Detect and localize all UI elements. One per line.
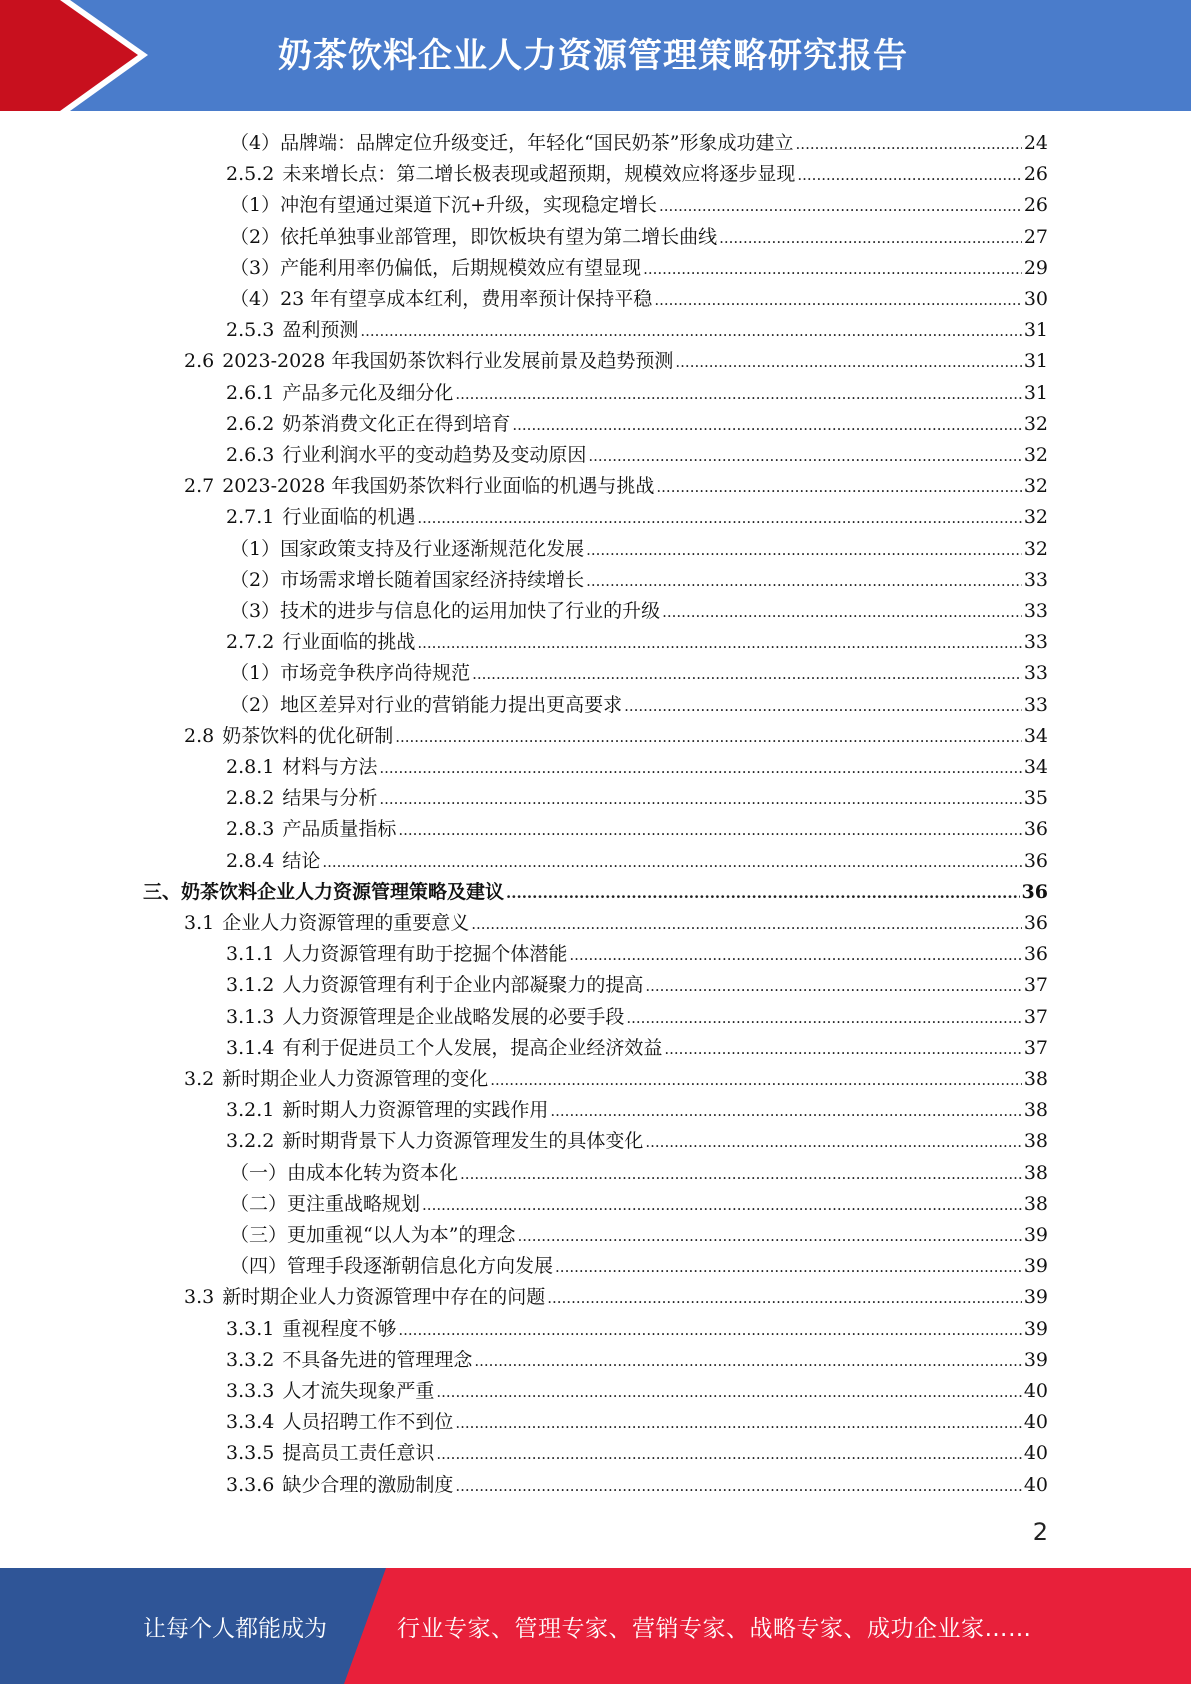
- toc-entry-number: （一）: [230, 1162, 288, 1184]
- toc-entry-number: 3.3.2: [226, 1349, 275, 1371]
- toc-entry[interactable]: [226, 1407, 1048, 1438]
- toc-entry-page: 38: [1023, 1193, 1048, 1215]
- toc-leader-dots: [656, 471, 1021, 502]
- toc-entry-number: （1）: [230, 662, 281, 684]
- toc-entry-page: 31: [1023, 350, 1048, 372]
- toc-entry-number: （2）: [230, 694, 281, 716]
- toc-entry-page: 36: [1023, 850, 1048, 872]
- toc-entry[interactable]: [226, 1095, 1048, 1126]
- toc-leader-dots: [322, 846, 1021, 877]
- toc-entry-page: 38: [1023, 1162, 1048, 1184]
- toc-entry-title: 行业面临的机遇: [282, 506, 416, 528]
- toc-entry-page: 37: [1023, 974, 1048, 996]
- toc-entry-title: 市场竞争秩序尚待规范: [280, 662, 471, 684]
- toc-leader-dots: [569, 939, 1021, 970]
- toc-entry-page: 24: [1023, 132, 1048, 154]
- toc-leader-dots: [436, 1376, 1021, 1407]
- toc-leader-dots: [379, 752, 1021, 783]
- toc-entry-number: （四）: [230, 1255, 288, 1277]
- toc-entry-title: 奶茶饮料的优化研制: [222, 725, 394, 747]
- toc-entry-title: 有利于促进员工个人发展，提高企业经济效益: [282, 1037, 663, 1059]
- toc-entry[interactable]: [226, 814, 1048, 845]
- toc-entry-number: 2.6: [184, 350, 215, 372]
- toc-leader-dots: [659, 190, 1022, 221]
- toc-entry-page: 31: [1023, 382, 1048, 404]
- toc-entry[interactable]: [226, 1376, 1048, 1407]
- toc-entry[interactable]: [226, 378, 1048, 409]
- toc-entry[interactable]: [226, 970, 1048, 1001]
- toc-entry-title: 人力资源管理有助于挖掘个体潜能: [282, 943, 568, 965]
- toc-leader-dots: [654, 284, 1022, 315]
- toc-entry-number: （4）: [230, 288, 281, 310]
- toc-leader-dots: [471, 908, 1022, 939]
- toc-entry-number: 3.1: [184, 912, 215, 934]
- toc-entry-page: 36: [1023, 912, 1048, 934]
- toc-leader-dots: [645, 1126, 1021, 1157]
- toc-entry-title: 提高员工责任意识: [282, 1442, 435, 1464]
- toc-entry[interactable]: [230, 1158, 1048, 1189]
- toc-entry-number: （三）: [230, 1224, 288, 1246]
- toc-entry-page: 33: [1023, 694, 1048, 716]
- toc-entry-title: 新时期企业人力资源管理中存在的问题: [222, 1286, 546, 1308]
- toc-entry-page: 31: [1023, 319, 1048, 341]
- toc-entry[interactable]: [230, 128, 1048, 159]
- toc-entry[interactable]: [184, 346, 1048, 377]
- toc-leader-dots: [643, 253, 1022, 284]
- footer-slogan-left: 让每个人都能成为: [143, 1616, 327, 1642]
- toc-leader-dots: [626, 1002, 1021, 1033]
- toc-entry-number: 3.3.5: [226, 1442, 275, 1464]
- toc-leader-dots: [555, 1251, 1022, 1282]
- toc-entry[interactable]: [230, 596, 1048, 627]
- toc-entry-number: 2.6.1: [226, 382, 275, 404]
- toc-leader-dots: [455, 378, 1021, 409]
- toc-entry-page: 39: [1023, 1224, 1048, 1246]
- toc-entry-title: 品牌端：品牌定位升级变迁，年轻化“国民奶茶”形象成功建立: [280, 132, 794, 154]
- toc-entry-number: 3.1.3: [226, 1006, 275, 1028]
- toc-entry-page: 35: [1023, 787, 1048, 809]
- toc-entry-page: 33: [1023, 600, 1048, 622]
- toc-leader-dots: [398, 814, 1021, 845]
- toc-entry-title: 新时期企业人力资源管理的变化: [222, 1068, 489, 1090]
- toc-entry-page: 40: [1023, 1411, 1048, 1433]
- toc-entry[interactable]: [184, 1064, 1048, 1095]
- toc-entry[interactable]: [184, 1282, 1048, 1313]
- toc-entry-title: 奶茶消费文化正在得到培育: [282, 413, 511, 435]
- toc-entry[interactable]: [226, 409, 1048, 440]
- toc-entry-number: （3）: [230, 257, 281, 279]
- toc-entry-number: 3.2.2: [226, 1130, 275, 1152]
- toc-entry[interactable]: [226, 1002, 1048, 1033]
- toc-entry-page: 26: [1023, 194, 1048, 216]
- toc-leader-dots: [675, 346, 1021, 377]
- toc-entry-number: 2.8.2: [226, 787, 275, 809]
- toc-entry[interactable]: [226, 627, 1048, 658]
- toc-entry-title: 人力资源管理有利于企业内部凝聚力的提高: [282, 974, 644, 996]
- toc-entry[interactable]: [226, 752, 1048, 783]
- toc-entry-page: 32: [1023, 444, 1048, 466]
- toc-entry-title: 人才流失现象严重: [282, 1380, 435, 1402]
- toc-entry[interactable]: [184, 721, 1048, 752]
- toc-entry-page: 34: [1023, 756, 1048, 778]
- toc-entry[interactable]: [230, 190, 1048, 221]
- toc-entry-page: 27: [1023, 226, 1048, 248]
- toc-leader-dots: [796, 128, 1022, 159]
- toc-entry[interactable]: [226, 1470, 1048, 1501]
- toc-entry-number: 2.8: [184, 725, 215, 747]
- toc-entry-number: 2.6.2: [226, 413, 275, 435]
- toc-entry-title: 材料与方法: [282, 756, 378, 778]
- toc-entry-title: 产品多元化及细分化: [282, 382, 454, 404]
- toc-entry-title: 23 年有望享成本红利，费用率预计保持平稳: [280, 288, 653, 310]
- toc-entry-page: 30: [1023, 288, 1048, 310]
- toc-entry[interactable]: [226, 1126, 1048, 1157]
- toc-leader-dots: [512, 409, 1021, 440]
- toc-entry-number: 3.3.4: [226, 1411, 275, 1433]
- toc-entry-number: 2.5.2: [226, 163, 275, 185]
- toc-entry-page: 39: [1023, 1318, 1048, 1340]
- toc-entry[interactable]: [226, 939, 1048, 970]
- toc-leader-dots: [490, 1064, 1022, 1095]
- toc-entry-page: 40: [1023, 1380, 1048, 1402]
- toc-entry-title: 盈利预测: [282, 319, 359, 341]
- toc-leader-dots: [547, 1282, 1022, 1313]
- toc-entry-page: 26: [1023, 163, 1048, 185]
- toc-entry-title: 地区差异对行业的营销能力提出更高要求: [280, 694, 623, 716]
- footer-slogan-right: 行业专家、管理专家、营销专家、战略专家、成功企业家……: [397, 1616, 1032, 1642]
- toc-entry[interactable]: [226, 159, 1048, 190]
- page-number: 2: [1032, 1518, 1048, 1546]
- toc-entry-number: 2.7.2: [226, 631, 275, 653]
- toc-leader-dots: [455, 1407, 1021, 1438]
- toc-entry-page: 36: [1023, 818, 1048, 840]
- toc-entry-title: 管理手段逐渐朝信息化方向发展: [287, 1255, 554, 1277]
- toc-entry-title: 市场需求增长随着国家经济持续增长: [280, 569, 585, 591]
- toc-entry-title: 2023-2028 年我国奶茶饮料行业发展前景及趋势预测: [222, 350, 674, 372]
- toc-entry-title: 行业面临的挑战: [282, 631, 416, 653]
- toc-entry-number: 3.1.4: [226, 1037, 275, 1059]
- toc-entry-page: 39: [1023, 1286, 1048, 1308]
- toc-entry-number: （2）: [230, 226, 281, 248]
- toc-entry[interactable]: [226, 783, 1048, 814]
- toc-entry-title: 不具备先进的管理理念: [282, 1349, 473, 1371]
- toc-entry-title: 结果与分析: [282, 787, 378, 809]
- toc-entry-page: 33: [1023, 631, 1048, 653]
- page-footer: [0, 1568, 1191, 1684]
- toc-entry[interactable]: [184, 908, 1048, 939]
- toc-entry[interactable]: [226, 1314, 1048, 1345]
- toc-entry[interactable]: [226, 1345, 1048, 1376]
- toc-entry-title: 结论: [282, 850, 321, 872]
- toc-entry-page: 40: [1023, 1474, 1048, 1496]
- toc-entry-title: 新时期人力资源管理的实践作用: [282, 1099, 549, 1121]
- toc-leader-dots: [417, 502, 1021, 533]
- toc-entry[interactable]: [230, 253, 1048, 284]
- toc-entry-number: （二）: [230, 1193, 288, 1215]
- toc-entry-page: 38: [1023, 1130, 1048, 1152]
- toc-entry-number: 3.2: [184, 1068, 215, 1090]
- toc-entry-number: （1）: [230, 194, 281, 216]
- toc-entry-title: 产能利用率仍偏低，后期规模效应有望显现: [280, 257, 642, 279]
- toc-leader-dots: [797, 159, 1021, 190]
- toc-leader-dots: [395, 721, 1022, 752]
- toc-entry-number: （3）: [230, 600, 281, 622]
- toc-entry-title: 行业利润水平的变动趋势及变动原因: [282, 444, 587, 466]
- toc-entry-number: 3.3.1: [226, 1318, 275, 1340]
- toc-entry-title: 缺少合理的激励制度: [282, 1474, 454, 1496]
- toc-entry[interactable]: [226, 846, 1048, 877]
- toc-entry-title: 重视程度不够: [282, 1318, 397, 1340]
- toc-entry-number: 3.3.3: [226, 1380, 275, 1402]
- toc-entry-title: 人力资源管理是企业战略发展的必要手段: [282, 1006, 625, 1028]
- report-title: 奶茶饮料企业人力资源管理策略研究报告: [278, 36, 908, 76]
- toc-entry-number: 三、: [143, 881, 182, 903]
- toc-leader-dots: [517, 1220, 1021, 1251]
- toc-leader-dots: [474, 1345, 1021, 1376]
- toc-leader-dots: [436, 1438, 1021, 1469]
- toc-entry-number: 3.1.2: [226, 974, 275, 996]
- toc-entry-page: 37: [1023, 1006, 1048, 1028]
- toc-entry[interactable]: [143, 877, 1048, 908]
- toc-leader-dots: [398, 1314, 1021, 1345]
- toc-leader-dots: [360, 315, 1021, 346]
- toc-entry-number: 2.5.3: [226, 319, 275, 341]
- page-header: [0, 0, 1191, 111]
- toc-leader-dots: [624, 690, 1022, 721]
- toc-entry[interactable]: [230, 1189, 1048, 1220]
- toc-entry-title: 更注重战略规划: [287, 1193, 421, 1215]
- toc-leader-dots: [588, 440, 1021, 471]
- toc-leader-dots: [645, 970, 1021, 1001]
- toc-entry-page: 32: [1023, 538, 1048, 560]
- toc-leader-dots: [460, 1158, 1022, 1189]
- toc-entry-number: 3.1.1: [226, 943, 275, 965]
- toc-entry[interactable]: [230, 222, 1048, 253]
- toc-entry-title: 国家政策支持及行业逐渐规范化发展: [280, 538, 585, 560]
- toc-entry-title: 冲泡有望通过渠道下沉+升级，实现稳定增长: [280, 194, 658, 216]
- toc-entry-page: 40: [1023, 1442, 1048, 1464]
- toc-entry-title: 技术的进步与信息化的运用加快了行业的升级: [280, 600, 661, 622]
- toc-entry-number: 3.3: [184, 1286, 215, 1308]
- toc-entry-page: 39: [1023, 1255, 1048, 1277]
- toc-entry-title: 更加重视“以人为本”的理念: [287, 1224, 516, 1246]
- toc-entry-title: 由成本化转为资本化: [287, 1162, 459, 1184]
- toc-leader-dots: [662, 596, 1022, 627]
- toc-entry[interactable]: [226, 502, 1048, 533]
- toc-leader-dots: [417, 627, 1021, 658]
- toc-entry-title: 依托单独事业部管理，即饮板块有望为第二增长曲线: [280, 226, 718, 248]
- toc-entry-page: 32: [1023, 506, 1048, 528]
- toc-entry[interactable]: [230, 658, 1048, 689]
- toc-entry-number: （2）: [230, 569, 281, 591]
- toc-leader-dots: [586, 534, 1022, 565]
- toc-entry[interactable]: [226, 315, 1048, 346]
- toc-entry[interactable]: [226, 1033, 1048, 1064]
- toc-entry-page: 38: [1023, 1068, 1048, 1090]
- toc-entry[interactable]: [226, 1438, 1048, 1469]
- toc-entry[interactable]: [226, 440, 1048, 471]
- toc-entry-page: 36: [1021, 881, 1048, 903]
- toc-entry-number: （1）: [230, 538, 281, 560]
- toc-entry-title: 2023-2028 年我国奶茶饮料行业面临的机遇与挑战: [222, 475, 655, 497]
- toc-leader-dots: [506, 877, 1020, 908]
- toc-entry-page: 34: [1023, 725, 1048, 747]
- toc-entry-number: 2.7.1: [226, 506, 275, 528]
- toc-entry-title: 企业人力资源管理的重要意义: [222, 912, 470, 934]
- toc-entry[interactable]: [230, 284, 1048, 315]
- toc-entry-title: 新时期背景下人力资源管理发生的具体变化: [282, 1130, 644, 1152]
- toc-entry-page: 39: [1023, 1349, 1048, 1371]
- toc-entry-title: 奶茶饮料企业人力资源管理策略及建议: [181, 881, 505, 903]
- toc-entry-number: 2.8.1: [226, 756, 275, 778]
- toc-entry-title: 人员招聘工作不到位: [282, 1411, 454, 1433]
- toc-entry-number: 2.7: [184, 475, 215, 497]
- header-arrow-icon: [0, 0, 200, 111]
- toc-entry-page: 32: [1023, 475, 1048, 497]
- toc-entry[interactable]: [230, 1251, 1048, 1282]
- toc-entry-page: 37: [1023, 1037, 1048, 1059]
- toc-entry[interactable]: [230, 534, 1048, 565]
- toc-leader-dots: [586, 565, 1022, 596]
- toc-entry-title: 未来增长点：第二增长极表现或超预期，规模效应将逐步显现: [282, 163, 796, 185]
- toc-entry-number: （4）: [230, 132, 281, 154]
- toc-leader-dots: [550, 1095, 1021, 1126]
- toc-leader-dots: [664, 1033, 1021, 1064]
- toc-leader-dots: [455, 1470, 1021, 1501]
- toc-leader-dots: [472, 658, 1022, 689]
- toc-entry-page: 36: [1023, 943, 1048, 965]
- toc-entry[interactable]: [230, 1220, 1048, 1251]
- toc-entry[interactable]: [184, 471, 1048, 502]
- toc-entry-number: 3.2.1: [226, 1099, 275, 1121]
- toc-leader-dots: [379, 783, 1021, 814]
- toc-entry-page: 33: [1023, 662, 1048, 684]
- toc-leader-dots: [422, 1189, 1022, 1220]
- toc-entry[interactable]: [230, 565, 1048, 596]
- toc-entry-title: 产品质量指标: [282, 818, 397, 840]
- toc-entry[interactable]: [230, 690, 1048, 721]
- toc-entry-page: 38: [1023, 1099, 1048, 1121]
- toc-entry-page: 32: [1023, 413, 1048, 435]
- toc-entry-number: 2.6.3: [226, 444, 275, 466]
- toc-entry-number: 2.8.4: [226, 850, 275, 872]
- toc-entry-number: 3.3.6: [226, 1474, 275, 1496]
- toc-leader-dots: [719, 222, 1022, 253]
- toc-entry-page: 33: [1023, 569, 1048, 591]
- toc-entry-number: 2.8.3: [226, 818, 275, 840]
- toc-entry-page: 29: [1023, 257, 1048, 279]
